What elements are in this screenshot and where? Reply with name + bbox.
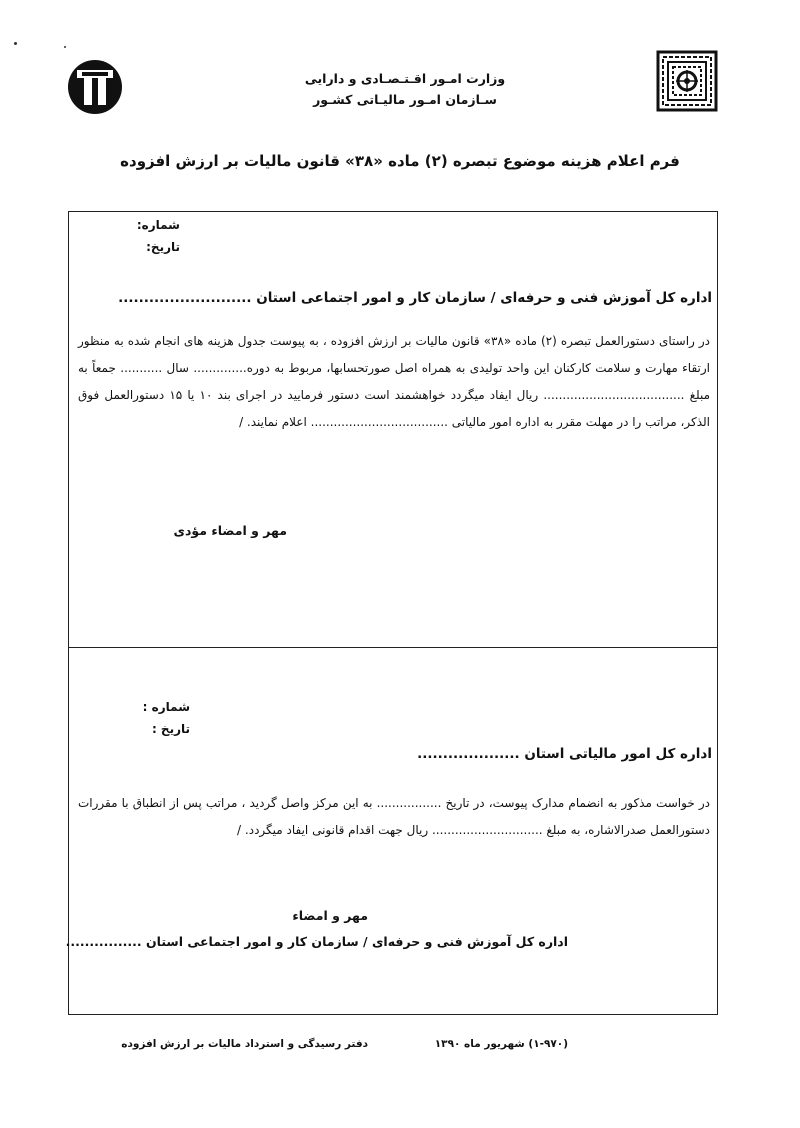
signature-office: اداره کل آموزش فنی و حرفه‌ای / سازمان کار و امور اجتماعی استان ................ xyxy=(65,934,568,949)
tax-office-addressee: اداره کل امور مالیاتی استان .................... xyxy=(417,746,712,762)
ministry-emblem-icon xyxy=(656,50,718,112)
taxpayer-signature-label: مهر و امضاء مؤدی xyxy=(173,523,287,538)
date-label-2: تاریخ : xyxy=(151,722,190,736)
scan-speck xyxy=(64,46,66,48)
response-paragraph: در خواست مذکور به انضمام مدارک پیوست، در تاریخ ................. به این مرکز واصل گردید ، مراتب پس از انطباق با مقررات دستورالعمل صدرالاشاره، به مبلغ ............................. ریال جهت اقدام قانونی ایفاد میگردد. / xyxy=(78,796,710,837)
number-label-2: شماره : xyxy=(142,700,190,714)
number-label: شماره: xyxy=(136,218,180,232)
request-paragraph: در راستای دستورالعمل تبصره (۲) ماده «۳۸» قانون مالیات بر ارزش افزوده ، به پیوست جدول هزینه های انجام شده به منظور ارتقاء مهارت و سلامت کارکنان این واحد تولیدی به همراه اصل صورتحسابها، مربوط به دوره.............. سال ........... جمعاً به مبلغ ..................................... ریال ایفاد میگردد خواهشمند است دستور فرمایید در اجرای بند ۱۰ یا ۱۵ دستورالعمل فوق الذکر، مراتب را در مهلت مقرر به اداره امور مالیاتی .................................... اعلام نمایند. / xyxy=(78,334,711,429)
ministry-header xyxy=(260,68,550,110)
addressee-office: اداره کل آموزش فنی و حرفه‌ای / سازمان کار و امور اجتماعی استان .......................... xyxy=(118,290,712,306)
ministry-name: وزارت امـور اقـتـصـادی و دارایی xyxy=(304,71,506,86)
date-label: تاریخ: xyxy=(146,240,180,254)
form-code: (۱-۹۷۰) شهریور ماه ۱۳۹۰ xyxy=(434,1038,568,1050)
tax-organization-logo-icon xyxy=(66,58,124,116)
organization-name: سـازمان امـور مالیـاتی کشـور xyxy=(313,92,497,107)
issuing-department: دفتر رسیدگی و استرداد مالیات بر ارزش افزوده xyxy=(121,1038,368,1050)
signature-label: مهر و امضاء xyxy=(292,908,368,923)
scan-speck xyxy=(14,42,17,45)
form-title: فرم اعلام هزینه موضوع تبصره (۲) ماده «۳۸» قانون مالیات بر ارزش افزوده xyxy=(120,152,680,170)
